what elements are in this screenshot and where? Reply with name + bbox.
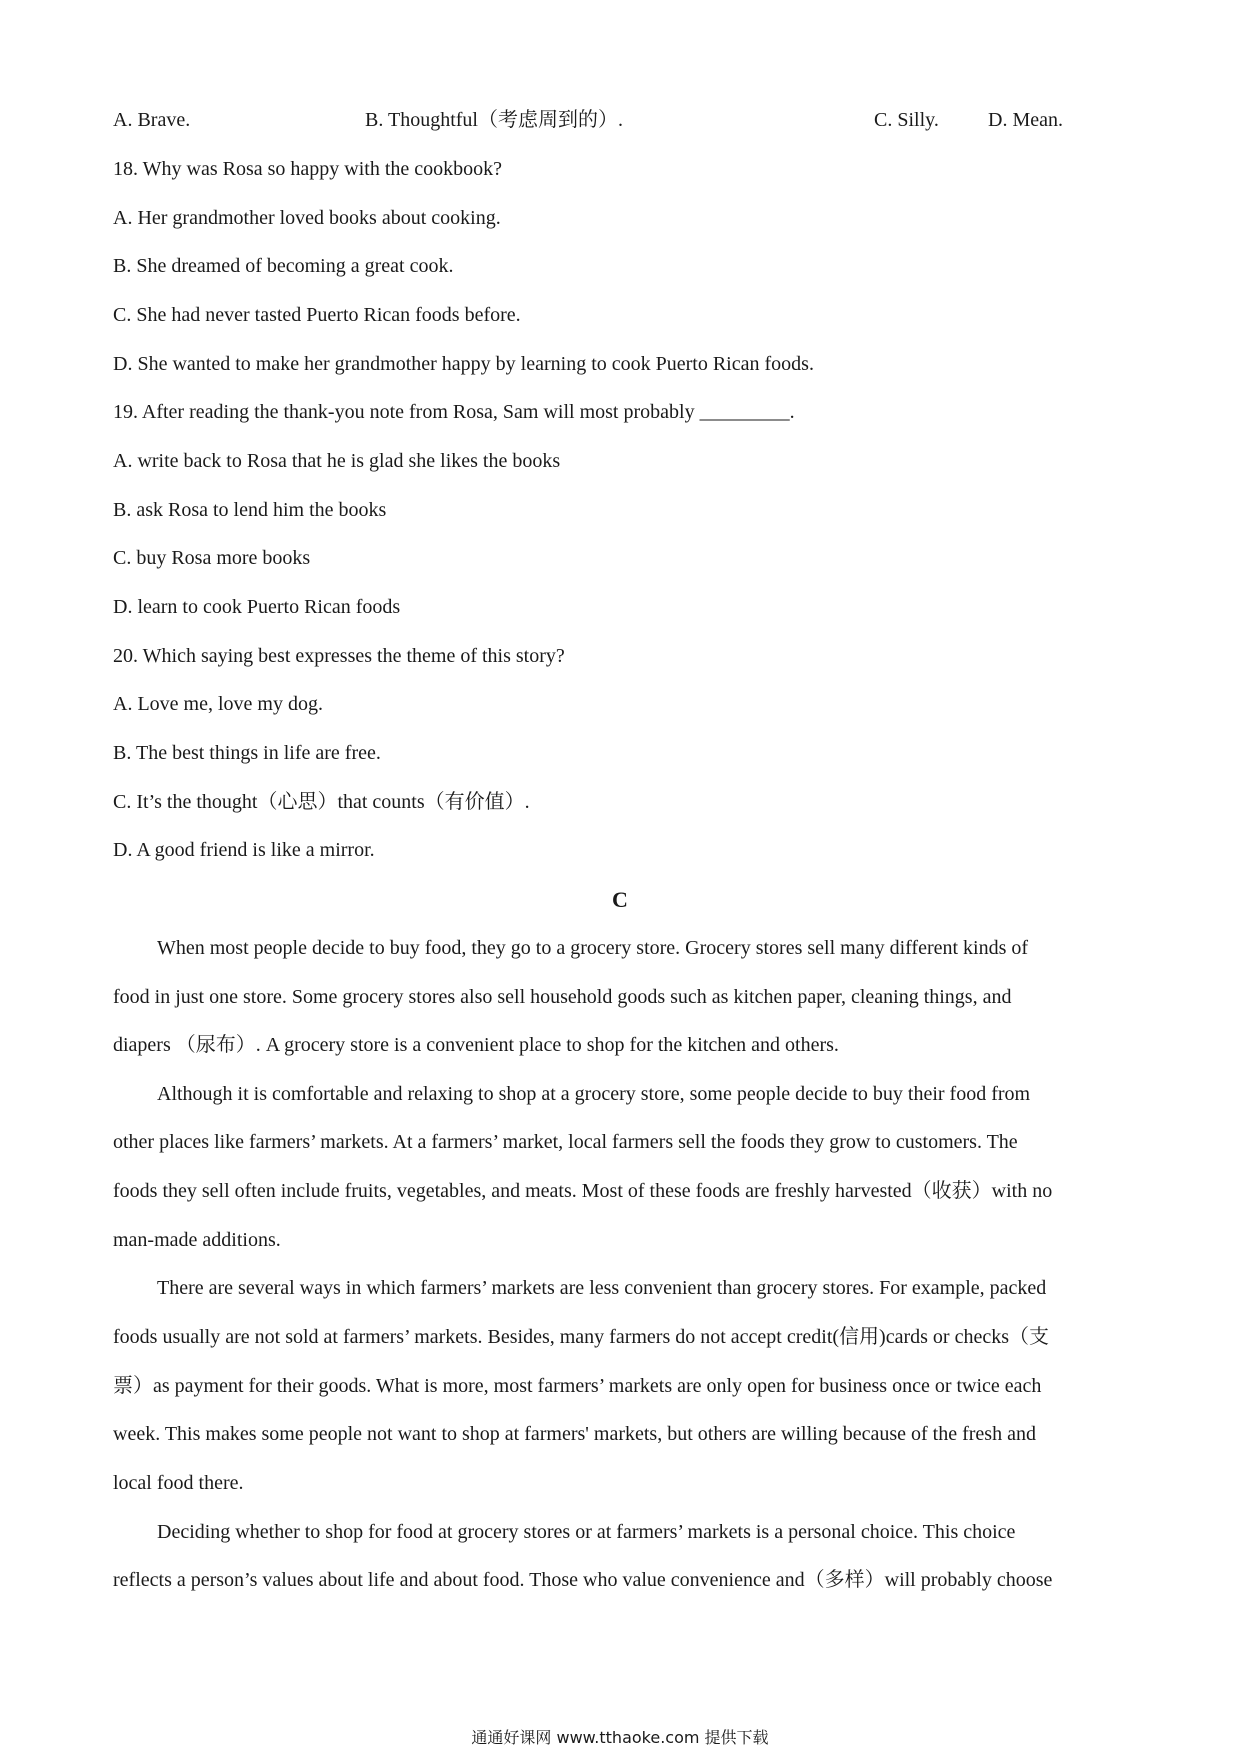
passage-line: When most people decide to buy food, they go to a grocery store. Grocery stores sell many different kinds of [157,937,1029,959]
q19-option-c: C. buy Rosa more books [113,547,311,569]
footer-watermark: 通通好课网 www.tthaoke.com 提供下载 [471,1728,769,1747]
q20-option-c: C. It’s the thought（心思）that counts（有价值）. [113,791,530,813]
q20-option-d: D. A good friend is like a mirror. [113,839,375,861]
passage-line: local food there. [113,1472,244,1494]
q18-option-d: D. She wanted to make her grandmother happy by learning to cook Puerto Rican foods. [113,353,814,375]
passage-line: 票）as payment for their goods. What is more, most farmers’ markets are only open for business once or twice each [113,1375,1042,1397]
q19-option-d: D. learn to cook Puerto Rican foods [113,596,401,618]
q19-option-a: A. write back to Rosa that he is glad she likes the books [113,450,561,472]
section-heading: C [612,887,628,912]
q18-option-b: B. She dreamed of becoming a great cook. [113,255,454,277]
passage-line: week. This makes some people not want to shop at farmers' markets, but others are willing because of the fresh and [113,1423,1036,1445]
q20-option-a: A. Love me, love my dog. [113,693,323,715]
passage-line: reflects a person’s values about life and about food. Those who value convenience and（多样）will probably choose [113,1569,1053,1591]
q18-option-a: A. Her grandmother loved books about cooking. [113,207,501,229]
q17-option-b: B. Thoughtful（考虑周到的）. [365,109,623,131]
passage-line: other places like farmers’ markets. At a farmers’ market, local farmers sell the foods they grow to customers. The [113,1131,1018,1153]
q17-options [0,106,1240,134]
q20-option-b: B. The best things in life are free. [113,742,381,764]
passage-line: There are several ways in which farmers’ markets are less convenient than grocery stores. For example, packed [157,1277,1047,1299]
q17-option-a: A. Brave. [113,109,191,131]
passage-line: man-made additions. [113,1229,281,1251]
passage-line: foods usually are not sold at farmers’ markets. Besides, many farmers do not accept credit(信用)cards or checks（支 [113,1326,1049,1348]
passage-line: Although it is comfortable and relaxing to shop at a grocery store, some people decide to buy their food from [157,1083,1031,1105]
passage-line: diapers （尿布）. A grocery store is a convenient place to shop for the kitchen and others. [113,1034,839,1056]
q19-option-b: B. ask Rosa to lend him the books [113,499,387,521]
q20-question: 20. Which saying best expresses the theme of this story? [113,645,565,667]
passage-line: foods they sell often include fruits, vegetables, and meats. Most of these foods are freshly harvested（收获）with no [113,1180,1053,1202]
q17-option-d: D. Mean. [988,109,1063,131]
q19-question: 19. After reading the thank-you note from Rosa, Sam will most probably _________. [113,401,795,423]
q18-option-c: C. She had never tasted Puerto Rican foods before. [113,304,521,326]
passage-line: food in just one store. Some grocery stores also sell household goods such as kitchen paper, cleaning things, and [113,986,1012,1008]
q17-option-c: C. Silly. [874,109,939,131]
passage-line: Deciding whether to shop for food at grocery stores or at farmers’ markets is a personal choice. This choice [157,1521,1016,1543]
q18-question: 18. Why was Rosa so happy with the cookbook? [113,158,503,180]
